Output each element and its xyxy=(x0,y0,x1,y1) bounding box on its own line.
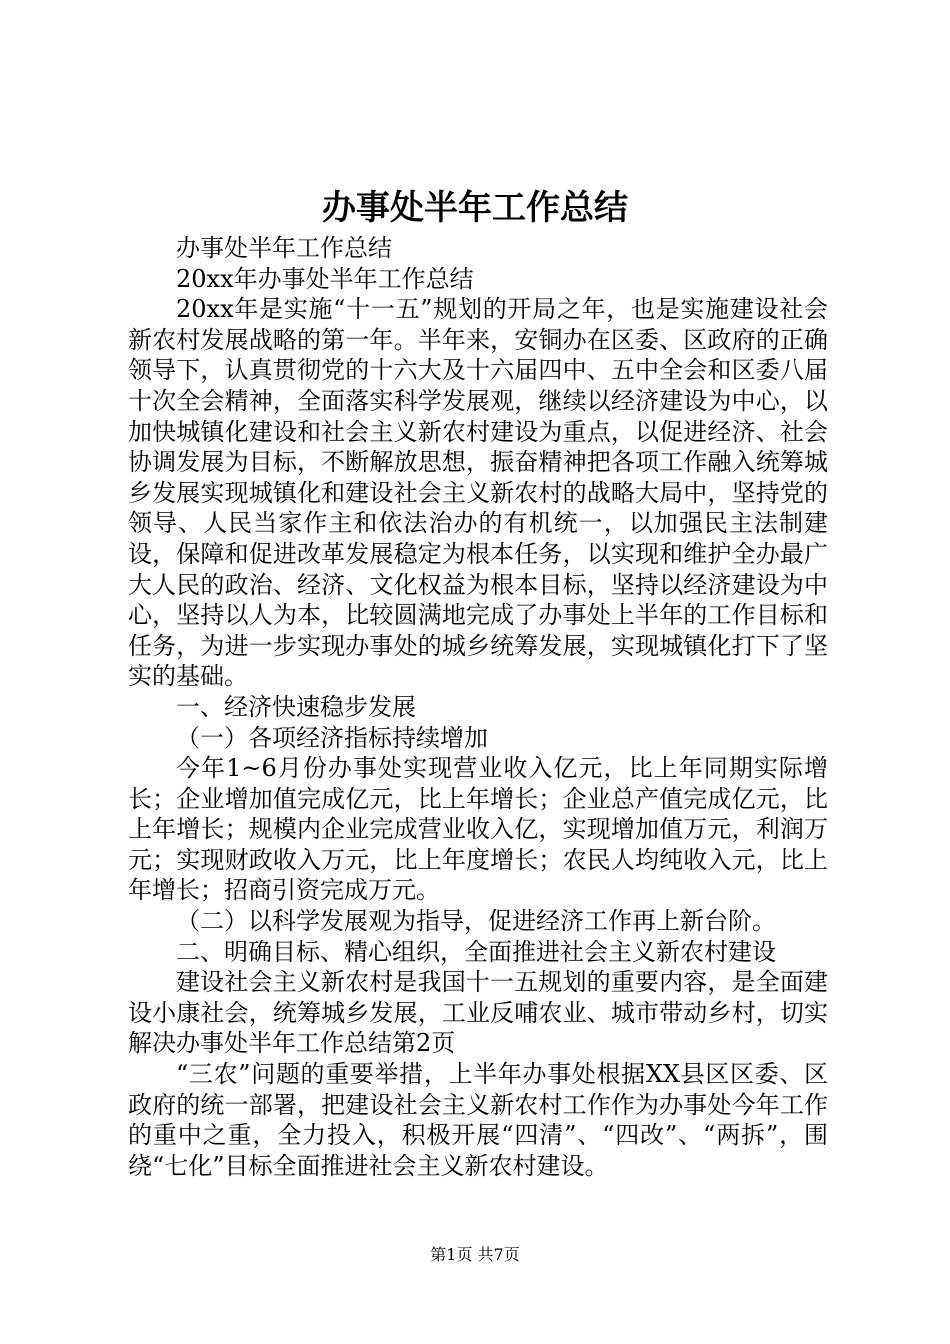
paragraph-subtitle: 办事处半年工作总结 xyxy=(176,234,392,262)
paragraph-indicators: 今年1~6月份办事处实现营业收入亿元，比上年同期实际增长；企业增加值完成亿元，比上年增长；企业总产值完成亿元，比上年增长；规模内企业完成营业收入亿，实现增加值万元，利润万元；实现财政收入万元，比上年度增长；农民人均纯收入元，比上年增长；招商引资完成万元。 xyxy=(128,754,828,905)
document-title: 办事处半年工作总结 xyxy=(322,188,628,228)
paragraph-new-countryside: 建设社会主义新农村是我国十一五规划的重要内容，是全面建设小康社会，统筹城乡发展，工业反哺农业、城市带动乡村，切实解决办事处半年工作总结第2页 xyxy=(128,968,828,1058)
document-body xyxy=(128,233,828,1181)
paragraph-intro: 20xx年是实施“十一五”规划的开局之年，也是实施建设社会新农村发展战略的第一年。半年来，安铜办在区委、区政府的正确领导下，认真贯彻党的十六大及十六届四中、五中全会和区委八届十次全会精神，全面落实科学发展观，继续以经济建设为中心，以加快城镇化建设和社会主义新农村建设为重点，以促进经济、社会协调发展为目标，不断解放思想，振奋精神把各项工作融入统筹城乡发展实现城镇化和建设社会主义新农村的战略大局中，坚持党的领导、人民当家作主和依法治办的有机统一，以加强民主法制建设，保障和促进改革发展稳定为根本任务，以实现和维护全办最广大人民的政治、经济、文化权益为根本目标，坚持以经济建设为中心，坚持以人为本，比较圆满地完成了办事处上半年的工作目标和任务，为进一步实现办事处的城乡统筹发展，实现城镇化打下了坚实的基础。 xyxy=(128,295,828,691)
section-heading-new-countryside: 二、明确目标、精心组织，全面推进社会主义新农村建设 xyxy=(176,937,776,966)
paragraph-year-title: 20xx年办事处半年工作总结 xyxy=(176,264,474,293)
paragraph-three-rural: “三农”问题的重要举措，上半年办事处根据XX县区区委、区政府的统一部署，把建设社会主义新农村工作作为办事处今年工作的重中之重，全力投入，积极开展“四清”、“四改”、“两拆”，围绕“七化”目标全面推进社会主义新农村建设。 xyxy=(128,1060,828,1180)
section-heading-economy: 一、经济快速稳步发展 xyxy=(176,692,416,721)
subsection-heading-development: （二）以科学发展观为指导，促进经济工作再上新台阶。 xyxy=(176,907,776,936)
page-footer: 第1页 共7页 xyxy=(430,1245,520,1264)
subsection-heading-indicators: （一）各项经济指标持续增加 xyxy=(176,723,488,752)
